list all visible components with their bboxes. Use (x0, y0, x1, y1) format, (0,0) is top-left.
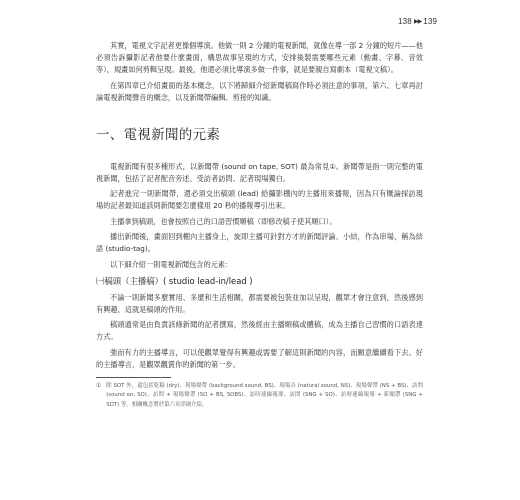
page-number (398, 17, 437, 26)
section-paragraph-1: 電視新聞有很多種形式，以新聞帶 (sound on tape, SOT) 最為常見①。新聞帶是指一則完整的電視新聞，包括了記者配音旁述、受訪者訪問、記者現場獨白。 (96, 161, 423, 183)
page-number-right: 139 (423, 17, 438, 26)
section-paragraph-2: 記者進完一則新聞帶，還必須交出稿頭 (lead) 給攝影棚內的主播用來播報，因為只有概論採訪現場的記者最知道該則新聞要怎麼樣用 20 秒的播報導引出來。 (96, 189, 423, 210)
subsection-paragraph-3: 強而有力的主播導言，可以使觀眾覺得有興趣或需要了解這則新聞的內容，而願意繼續看下去。好的主播導言，是觀眾觀賞你的新聞的第一步。 (96, 347, 423, 369)
page-number-left: 138 (398, 17, 412, 26)
section-paragraph-3: 主播拿到稿頭，也會按照自己的口語習慣順稿（即修改稿子使其順口）。 (110, 216, 337, 226)
subsection-heading: ㈠稿頭（主播稿）( studio lead-in/lead ) (96, 275, 253, 286)
section-paragraph-4: 播出新聞後，畫面回到棚內主播身上，旋即主播可針對方才的新聞評論、小結，作為串場，稱為結語 (studio-tag)。 (96, 232, 423, 253)
subsection-paragraph-2: 稿頭通常是由負責該條新聞的記者撰寫，然後經由主播順稿或體稿，成為主播自己習慣的口語表達方式。 (96, 320, 423, 341)
footnote-marker: ① (96, 382, 102, 389)
section-heading: 一、電視新聞的元素 (96, 126, 221, 143)
footnote (96, 382, 423, 411)
subsection-paragraph-1: 不論一則新聞多麼實用、多麼和生活相關，都需要被包裝並加以呈現，觀眾才會注意到，然後感到有興趣，這就是稿頭的作用。 (96, 292, 423, 314)
intro-paragraph-2: 在第四章已介紹畫面的基本概念，以下將歸細介紹新聞稿寫作時必須注意的事項，第六、七章再討論電視新聞聲音的概念，以及新聞帶編輯、剪接的知識。 (96, 80, 423, 102)
footnote-text: 除 SOT 外，還包括乾稿 (dry)、現場聲帶 (background sound, BS)、現場音 (natural sound, NS)、現場聲帶 (NS + BS)、訪問 (sound on, SO)、訪問 + 現場聲帶 (SO + BS, SOBS)、訪時連線報導、訪問 (SNG + SO)、訪時連線報導 + 新聞帶 (SNG + SOT) 等。相關概念將於第六章詳細介紹。 (106, 382, 423, 408)
footnote-divider (96, 377, 171, 378)
section-paragraph-5: 以下細介紹一則電視新聞包含的元素： (110, 259, 233, 269)
intro-paragraph-1: 其實，電視文字記者更像個導演。他做一則 2 分鐘的電視新聞，就像在導一部 2 分鐘的短片——他必須告訴攝影記者他要什麼畫面，構思故事呈現的方式，安排後製需要哪些元素（動畫、字幕、音效等），規畫如何剪輯呈現。最後，他還必須比導演多做一件事，就是要親自寫劇本（電視文稿）。 (96, 41, 423, 74)
page-content (96, 40, 423, 410)
page-arrows-icon: ▶▶ (413, 19, 422, 25)
